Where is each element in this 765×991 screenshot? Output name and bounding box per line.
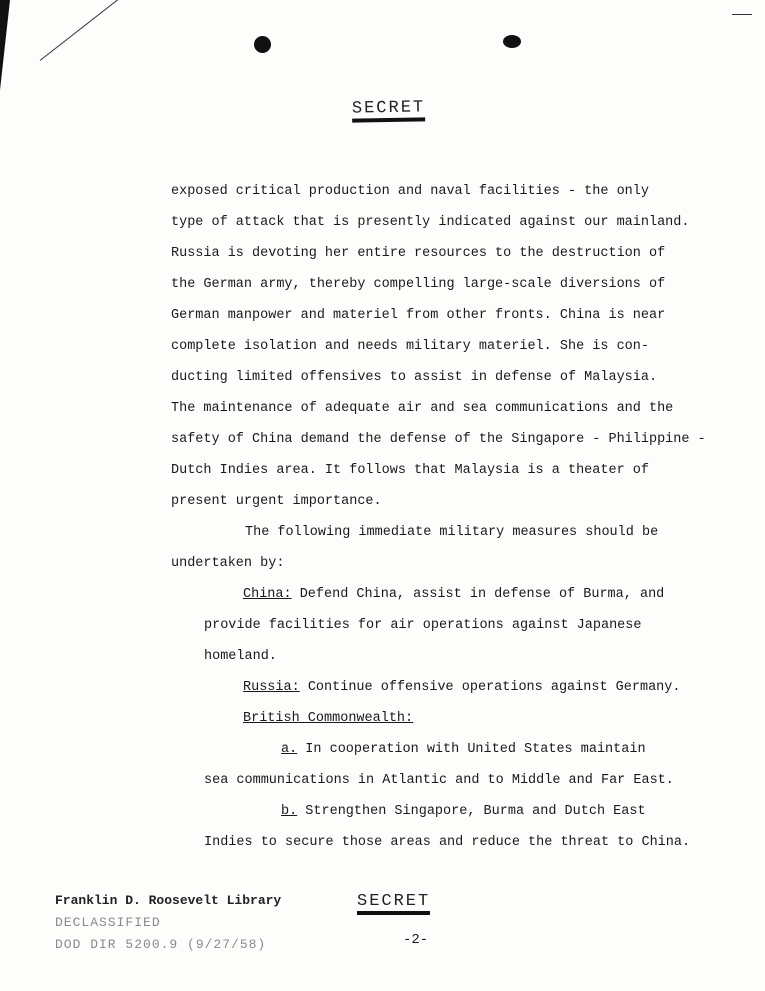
punch-hole-left [254, 36, 271, 53]
body-line: German manpower and materiel from other fronts. China is near [171, 308, 666, 323]
scan-mark [732, 14, 752, 15]
body-line: Dutch Indies area. It follows that Malaysia is a theater of [171, 463, 649, 478]
item-label-b: b. [281, 804, 298, 819]
scan-corner-shadow [0, 0, 10, 90]
measure-label-russia: Russia: [243, 680, 300, 695]
measure-text: Strengthen Singapore, Burma and Dutch East [297, 804, 646, 819]
scan-mark [40, 0, 135, 61]
body-line: present urgent importance. [171, 494, 382, 509]
page-number: -2- [403, 932, 429, 948]
measure-china [171, 579, 691, 610]
body-line: provide facilities for air operations against Japanese [204, 618, 642, 633]
body-line: Russia is devoting her entire resources to the destruction of [171, 246, 666, 261]
measure-text: Defend China, assist in defense of Burma, and [291, 587, 665, 602]
declassified-label: DECLASSIFIED [55, 915, 161, 930]
punch-hole-right [503, 35, 521, 48]
library-name: Franklin D. Roosevelt Library [55, 893, 282, 908]
document-body [171, 176, 706, 858]
body-line: type of attack that is presently indicated against our mainland. [171, 215, 690, 230]
body-line: homeland. [204, 649, 277, 664]
measure-text: In cooperation with United States maintain [297, 742, 646, 757]
item-label-a: a. [281, 742, 298, 757]
declassification-stamp [55, 890, 281, 956]
classification-stamp-bottom: SECRET [357, 893, 430, 915]
body-line: undertaken by: [171, 556, 285, 571]
body-line: the German army, thereby compelling large-scale diversions of [171, 277, 666, 292]
measure-label-british: British Commonwealth: [243, 711, 414, 726]
body-line: The maintenance of adequate air and sea communications and the [171, 401, 674, 416]
body-line: Indies to secure those areas and reduce the threat to China. [204, 835, 691, 850]
measure-text: Continue offensive operations against Germany. [299, 680, 681, 695]
measure-item-a [171, 734, 691, 765]
measure-british [171, 703, 691, 734]
classification-stamp-top: SECRET [352, 99, 426, 122]
dod-directive: DOD DIR 5200.9 (9/27/58) [55, 937, 267, 952]
measure-russia [171, 672, 691, 703]
body-line: complete isolation and needs military materiel. She is con- [171, 339, 649, 354]
body-line: exposed critical production and naval facilities - the only [171, 184, 649, 199]
body-line: ducting limited offensives to assist in defense of Malaysia. [171, 370, 658, 385]
measure-label-china: China: [243, 587, 292, 602]
measure-item-b [171, 796, 691, 827]
body-line: safety of China demand the defense of the Singapore - Philippine - [171, 432, 706, 447]
body-line: The following immediate military measures should be [245, 525, 659, 540]
body-line: sea communications in Atlantic and to Middle and Far East. [204, 773, 674, 788]
